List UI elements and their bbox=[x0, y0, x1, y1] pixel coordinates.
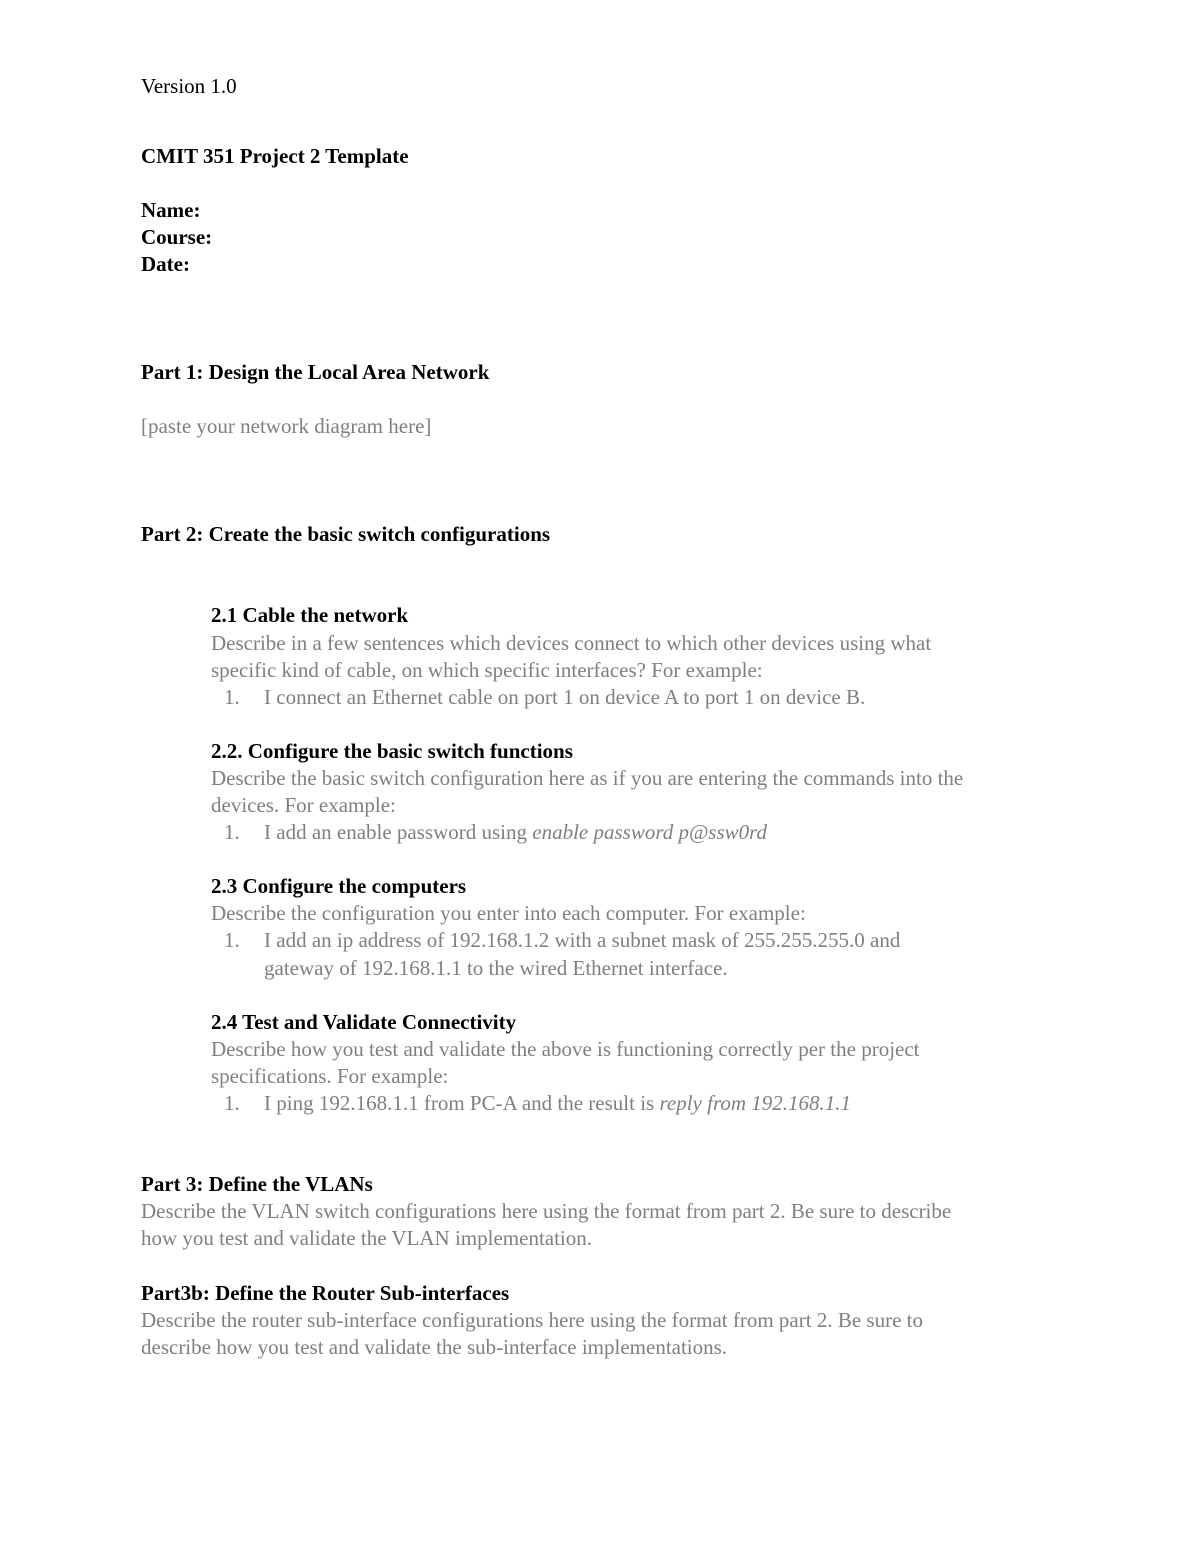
section-2-3-heading: 2.3 Configure the computers bbox=[211, 874, 467, 898]
diagram-placeholder: [paste your network diagram here] bbox=[141, 414, 432, 438]
section-2-2-description: Describe the basic switch configuration here as if you are entering the commands into the bbox=[211, 766, 964, 790]
list-item bbox=[264, 819, 767, 846]
list-item-text: I ping 192.168.1.1 from PC-A and the result is bbox=[264, 1091, 660, 1115]
list-number: 1. bbox=[224, 685, 240, 709]
part3-heading: Part 3: Define the VLANs bbox=[141, 1172, 373, 1196]
part2-heading: Part 2: Create the basic switch configurations bbox=[141, 522, 551, 546]
course-label: Course: bbox=[141, 225, 213, 249]
part1-heading: Part 1: Design the Local Area Network bbox=[141, 360, 490, 384]
result-example: reply from 192.168.1.1 bbox=[659, 1091, 851, 1115]
part3b-heading: Part3b: Define the Router Sub-interfaces bbox=[141, 1281, 510, 1305]
list-item bbox=[264, 1090, 851, 1117]
list-number: 1. bbox=[224, 1091, 240, 1115]
part3-description: Describe the VLAN switch configurations here using the format from part 2. Be sure to describe bbox=[141, 1199, 952, 1223]
section-2-1-description: specific kind of cable, on which specific interfaces? For example: bbox=[211, 658, 763, 682]
section-2-2-heading: 2.2. Configure the basic switch functions bbox=[211, 739, 573, 763]
section-2-1-heading: 2.1 Cable the network bbox=[211, 603, 409, 627]
section-2-3-description: Describe the configuration you enter into each computer. For example: bbox=[211, 901, 806, 925]
version-label: Version 1.0 bbox=[141, 74, 237, 98]
section-2-2-description: devices. For example: bbox=[211, 793, 396, 817]
section-2-1-description: Describe in a few sentences which devices connect to which other devices using what bbox=[211, 631, 932, 655]
section-2-4-description: specifications. For example: bbox=[211, 1064, 449, 1088]
list-item-text: I add an enable password using bbox=[264, 820, 533, 844]
section-2-4-description: Describe how you test and validate the above is functioning correctly per the project bbox=[211, 1037, 920, 1061]
list-number: 1. bbox=[224, 820, 240, 844]
part3b-description: Describe the router sub-interface configurations here using the format from part 2. Be sure to bbox=[141, 1308, 923, 1332]
section-2-4-heading: 2.4 Test and Validate Connectivity bbox=[211, 1010, 517, 1034]
command-example: enable password p@ssw0rd bbox=[532, 820, 768, 844]
name-label: Name: bbox=[141, 198, 201, 222]
date-label: Date: bbox=[141, 252, 190, 276]
list-number: 1. bbox=[224, 928, 240, 952]
list-item: I connect an Ethernet cable on port 1 on device A to port 1 on device B. bbox=[264, 685, 866, 709]
part3-description: how you test and validate the VLAN implementation. bbox=[141, 1226, 593, 1250]
document-title: CMIT 351 Project 2 Template bbox=[141, 144, 409, 168]
part3b-description: describe how you test and validate the sub-interface implementations. bbox=[141, 1335, 728, 1359]
list-item-continuation: gateway of 192.168.1.1 to the wired Ethernet interface. bbox=[264, 956, 728, 980]
list-item: I add an ip address of 192.168.1.2 with a subnet mask of 255.255.255.0 and bbox=[264, 928, 901, 952]
